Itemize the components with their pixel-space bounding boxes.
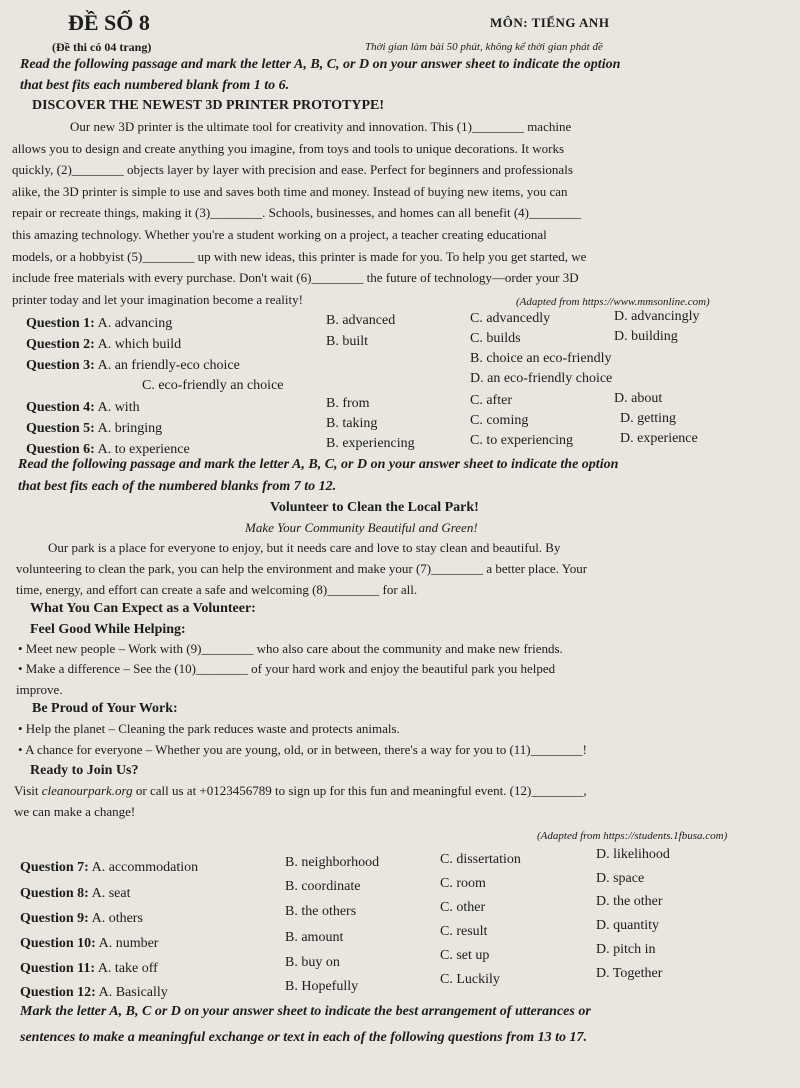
website-link: cleanourpark.org (41, 783, 133, 798)
option-c: C. advancedly (470, 311, 551, 326)
option-b: B. neighborhood (285, 855, 380, 870)
proud-bullet-1: • Help the planet – Cleaning the park reduces waste and protects animals. (18, 721, 400, 736)
passage-line: Our new 3D printer is the ultimate tool for creativity and innovation. This (1)________ machine (70, 119, 572, 134)
option-d: D. the other (596, 894, 663, 909)
option-d: D. building (614, 329, 678, 344)
question-row (20, 961, 158, 977)
question-row (26, 400, 140, 416)
option-b: B. built (326, 334, 369, 349)
question-row (20, 911, 143, 927)
question-number: Question 3: (26, 358, 95, 373)
option-b: B. advanced (326, 313, 396, 328)
option-d: D. pitch in (596, 942, 656, 957)
option-d: D. experience (620, 431, 698, 446)
option-a: A. with (97, 400, 140, 415)
option-d: D. advancingly (614, 309, 700, 324)
passage-line: printer today and let your imagination become a reality! (12, 292, 303, 307)
question-row (26, 442, 190, 458)
option-d: D. space (596, 871, 645, 886)
option-a: A. accommodation (91, 860, 199, 875)
proud-heading: Be Proud of Your Work: (32, 701, 178, 716)
question-number: Question 1: (26, 316, 95, 331)
option-c: C. other (440, 900, 486, 915)
visit-line (14, 783, 587, 799)
option-d: D. getting (620, 411, 676, 426)
question-number: Question 8: (20, 886, 89, 901)
part2-source: (Adapted from https://students.1fbusa.com) (537, 830, 728, 842)
option-c: C. set up (440, 948, 490, 963)
option-b: B. taking (326, 416, 378, 431)
option-c: C. builds (470, 331, 521, 346)
option-c: C. to experiencing (470, 433, 574, 448)
part1-instruction-line2: that best fits each numbered blank from 1 to 6. (20, 78, 290, 93)
passage-line: allows you to design and create anything you imagine, from toys and tools to unique decorations. It works (12, 141, 565, 156)
feel-bullet-2-cont: improve. (16, 682, 63, 697)
question-row (20, 860, 198, 876)
part2-intro-line3: time, energy, and effort can create a safe and welcoming (8)________ for all. (16, 582, 418, 597)
passage-line: models, or a hobbyist (5)________ up with new ideas, this printer is made for you. To help you get started, we (12, 249, 587, 264)
option-c: C. eco-friendly an choice (142, 378, 284, 393)
option-b: B. from (326, 396, 370, 411)
option-a: A. to experience (97, 442, 190, 457)
part2-title: Volunteer to Clean the Local Park! (270, 500, 479, 515)
option-a: A. an friendly-eco choice (97, 358, 240, 373)
option-c: C. Luckily (440, 972, 500, 987)
option-b: B. experiencing (326, 436, 415, 451)
expect-heading: What You Can Expect as a Volunteer: (30, 601, 256, 616)
question-row (26, 316, 172, 332)
option-a: A. number (98, 936, 159, 951)
part3-instruction-line2: sentences to make a meaningful exchange or text in each of the following questions from 13 to 17. (20, 1030, 588, 1045)
option-b: B. amount (285, 930, 344, 945)
option-b: B. buy on (285, 955, 340, 970)
question-row (26, 358, 240, 374)
option-d: D. an eco-friendly choice (470, 371, 613, 386)
option-c: C. coming (470, 413, 529, 428)
passage-line: quickly, (2)________ objects layer by layer with precision and ease. Perfect for beginners and professionals (12, 162, 573, 177)
subject-label: MÔN: TIẾNG ANH (490, 15, 610, 30)
question-number: Question 7: (20, 860, 89, 875)
option-c: C. dissertation (440, 852, 521, 867)
question-number: Question 12: (20, 985, 96, 1000)
question-number: Question 10: (20, 936, 96, 951)
part2-instruction-line2: that best fits each of the numbered blanks from 7 to 12. (18, 479, 337, 494)
question-number: Question 9: (20, 911, 89, 926)
visit-line-2: we can make a change! (14, 804, 136, 819)
option-d: D. likelihood (596, 847, 670, 862)
exam-title: ĐỀ SỐ 8 (68, 10, 150, 35)
feel-heading: Feel Good While Helping: (30, 622, 186, 637)
part2-intro-line1: Our park is a place for everyone to enjoy, but it needs care and love to stay clean and beautiful. By (48, 540, 561, 555)
feel-bullet-1: • Meet new people – Work with (9)________ who also care about the community and make new friends. (18, 641, 563, 656)
option-a: A. seat (91, 886, 131, 901)
part2-intro-line2: volunteering to clean the park, you can help the environment and make your (7)________ a better place. Your (16, 561, 588, 576)
option-d: D. Together (596, 966, 663, 981)
option-b: B. the others (285, 904, 357, 919)
question-number: Question 5: (26, 421, 95, 436)
passage-line: this amazing technology. Whether you're a student working on a project, a teacher creating educational (12, 227, 547, 242)
option-b: B. coordinate (285, 879, 361, 894)
option-c: C. result (440, 924, 488, 939)
option-a: A. which build (97, 337, 182, 352)
visit-text: Visit (14, 783, 42, 798)
pages-note: (Đề thi có 04 trang) (52, 40, 152, 54)
question-row (20, 886, 130, 902)
option-c: C. room (440, 876, 486, 891)
passage-line: repair or recreate things, making it (3)________. Schools, businesses, and homes can all benefit (4)________ (12, 205, 581, 220)
question-number: Question 2: (26, 337, 95, 352)
part1-source: (Adapted from https://www.mmsonline.com) (516, 296, 710, 308)
ready-heading: Ready to Join Us? (30, 763, 139, 778)
part1-instruction-line1: Read the following passage and mark the letter A, B, C, or D on your answer sheet to indicate the option (20, 57, 621, 72)
option-b: B. choice an eco-friendly (470, 351, 612, 366)
option-a: A. others (91, 911, 143, 926)
option-a: A. Basically (98, 985, 168, 1000)
option-c: C. after (470, 393, 512, 408)
question-row (20, 985, 168, 1001)
question-row (26, 421, 162, 437)
time-note: Thời gian làm bài 50 phút, không kể thời gian phát đề (365, 41, 603, 53)
part3-instruction-line1: Mark the letter A, B, C or D on your answer sheet to indicate the best arrangement of utterances or (20, 1004, 591, 1019)
option-b: B. Hopefully (285, 979, 359, 994)
question-row (26, 337, 181, 353)
feel-bullet-2: • Make a difference – See the (10)________ of your hard work and enjoy the beautiful park you helped (18, 661, 556, 676)
part2-instruction-line1: Read the following passage and mark the letter A, B, C, or D on your answer sheet to indicate the option (18, 457, 619, 472)
option-a: A. take off (97, 961, 158, 976)
part1-title: DISCOVER THE NEWEST 3D PRINTER PROTOTYPE! (32, 98, 385, 113)
option-a: A. advancing (97, 316, 173, 331)
option-d: D. about (614, 391, 663, 406)
option-a: A. bringing (97, 421, 163, 436)
option-d: D. quantity (596, 918, 659, 933)
proud-bullet-2: • A chance for everyone – Whether you are young, old, or in between, there's a way for you to (11)________! (18, 742, 587, 757)
question-number: Question 4: (26, 400, 95, 415)
passage-line: alike, the 3D printer is simple to use and saves both time and money. Instead of buying new items, you can (12, 184, 568, 199)
visit-text: or call us at +0123456789 to sign up for this fun and meaningful event. (12)________, (132, 783, 587, 798)
question-row (20, 936, 158, 952)
question-number: Question 11: (20, 961, 96, 976)
part2-subtitle: Make Your Community Beautiful and Green! (245, 520, 478, 535)
question-number: Question 6: (26, 442, 95, 457)
passage-line: include free materials with every purchase. Don't wait (6)________ the future of technology—order your 3D (12, 270, 579, 285)
